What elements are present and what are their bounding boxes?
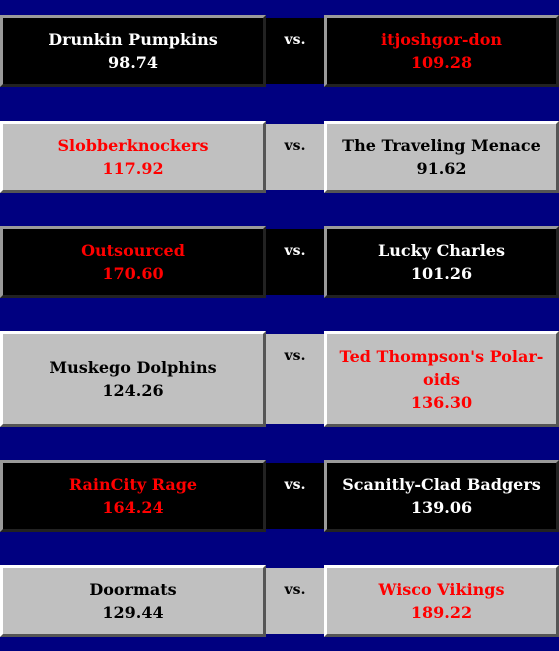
team-left[interactable]: [0, 15, 266, 87]
team-name: Scanitly-Clad Badgers: [342, 475, 541, 494]
team-score: 124.26: [102, 381, 164, 400]
team-name: Drunkin Pumpkins: [48, 30, 218, 49]
team-right[interactable]: [324, 15, 559, 87]
team-score: 98.74: [107, 53, 159, 72]
team-left[interactable]: [0, 331, 266, 427]
vs-label: vs.: [266, 229, 324, 295]
matchup-4: [0, 331, 559, 427]
team-right[interactable]: [324, 331, 559, 427]
team-right[interactable]: [324, 226, 559, 298]
matchup-6: [0, 565, 559, 637]
team-score: 139.06: [410, 498, 473, 517]
team-score: 189.22: [410, 603, 473, 622]
team-left[interactable]: [0, 460, 266, 532]
team-score: 109.28: [410, 53, 473, 72]
matchup-2: [0, 121, 559, 193]
team-left[interactable]: [0, 226, 266, 298]
team-name: Doormats: [89, 580, 177, 599]
matchup-1: [0, 15, 559, 87]
team-score: 101.26: [410, 264, 473, 283]
team-name: The Traveling Menace: [342, 136, 541, 155]
matchup-3: [0, 226, 559, 298]
team-left[interactable]: [0, 121, 266, 193]
vs-label: vs.: [266, 18, 324, 84]
team-right[interactable]: [324, 121, 559, 193]
team-left[interactable]: [0, 565, 266, 637]
team-right[interactable]: [324, 460, 559, 532]
team-name: Outsourced: [81, 241, 185, 260]
team-name: Ted Thompson's Polar-oids: [339, 346, 544, 389]
team-right[interactable]: [324, 565, 559, 637]
team-score: 117.92: [102, 159, 164, 178]
team-name: RainCity Rage: [68, 475, 198, 494]
team-name: itjoshgor-don: [381, 30, 502, 49]
vs-label: vs.: [266, 463, 324, 529]
team-name: Muskego Dolphins: [49, 358, 217, 377]
vs-label: vs.: [266, 568, 324, 634]
team-score: 136.30: [410, 392, 473, 412]
team-score: 170.60: [102, 264, 164, 283]
team-score: 129.44: [102, 603, 164, 622]
vs-label: vs.: [266, 124, 324, 190]
team-score: 91.62: [416, 159, 467, 178]
vs-label: vs.: [266, 334, 324, 424]
team-score: 164.24: [102, 498, 164, 517]
matchup-5: [0, 460, 559, 532]
team-name: Slobberknockers: [57, 136, 209, 155]
team-name: Wisco Vikings: [378, 580, 505, 599]
team-name: Lucky Charles: [377, 241, 505, 260]
